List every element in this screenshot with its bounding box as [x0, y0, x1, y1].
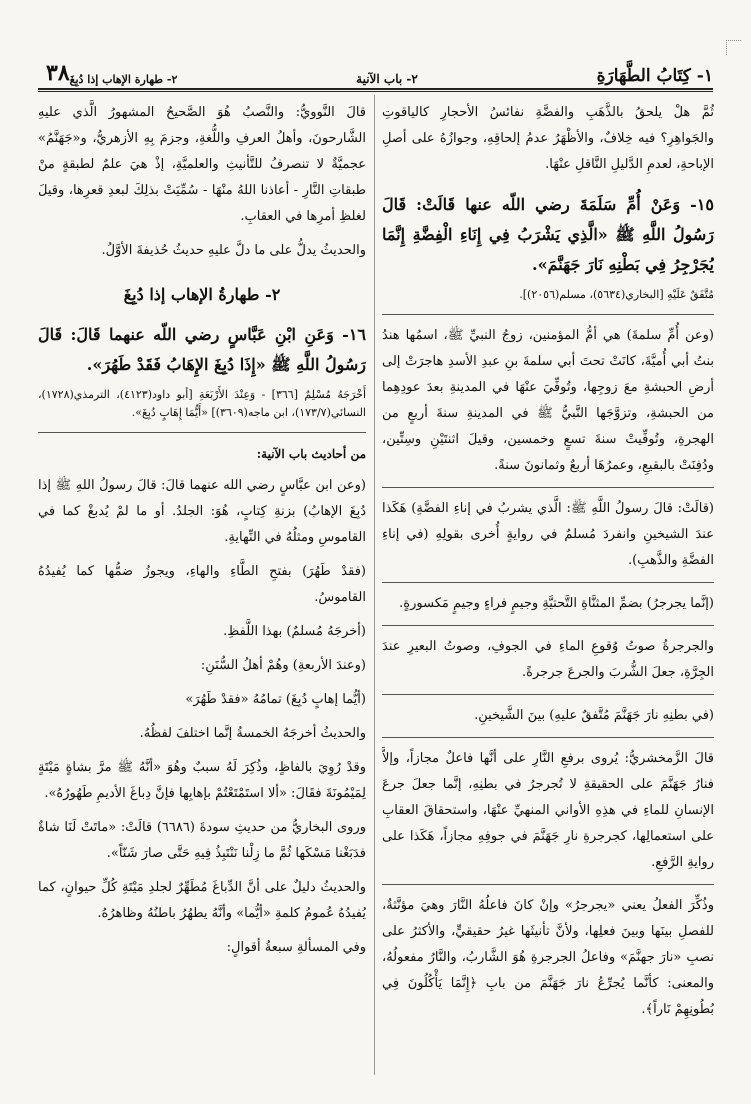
header-rule-thin — [38, 91, 713, 92]
paragraph: (وعندَ الأربعةِ) وهُمْ أهلُ السُّنَنِ: — [200, 658, 366, 673]
divider-line — [382, 314, 714, 315]
divider-line — [38, 432, 366, 433]
paragraph: (في بطنِهِ نارَ جَهَنَّمَ مُتَّفقٌ عليهِ) بينَ الشَّيخينِ. — [474, 708, 714, 723]
paragraph: وفي المسألةِ سبعةُ أقوالٍ: — [226, 940, 366, 955]
hadith-text: ١٦- وَعَنِ ابْنِ عَبَّاسٍ رضي اللّه عنهما قَالَ: قَالَ رَسُولُ اللَّهِ ﷺ «إِذَا دُبِغَ الإِهَابُ فَقَدْ طَهُرَ». — [38, 325, 366, 374]
divider-line — [382, 625, 714, 626]
header-rule — [38, 88, 713, 90]
hadith-text: ١٥- وَعَنْ أُمِّ سَلَمَةَ رضي اللّه عنها قَالَتْ: قَالَ رَسُولُ اللَّهِ ﷺ «الَّذِي يَشْرَبُ فِي إِنَاءِ الْفِضَّةِ إِنَّمَا يُجَرْجِرُ فِي بَطْنِهِ نَارَ جَهَنَّمَ». — [382, 195, 714, 274]
paragraph: وقدْ رُوِيَ بالفاظٍ، وذُكِرَ لَهُ سببٌ وهُوَ «أنَّهُ ﷺ مرَّ بشاةٍ مَيْتَةٍ لِمَيْمُونَةَ فقَالَ: «ألا استَمْتَعْتُمْ بإهابِها فإنَّ دِباغَ الأديمِ طَهُورُهُ». — [38, 760, 366, 801]
paragraph: وروى البخاريُّ من حديثِ سودةَ (٦٦٨٦) قالَتْ: «ماتَتْ لَنَا شاةٌ فدَبَغْنا مَسْكَها ثُمَّ ما زِلْنا نَنْتَبِذُ فِيهِ حَتَّى صارَ شَنّاً». — [38, 820, 366, 861]
divider-line — [382, 694, 714, 695]
paragraph: والجرجرةُ صوتُ وُقوعِ الماءِ في الجوفِ، وصوتُ البعيرِ عندَ الجِرَّةِ، جعلَ الشُّربَ والجرعَ جرجرةً. — [382, 639, 714, 680]
book-title: ١- كِتَابُ الطَّهَارَةِ — [596, 66, 713, 86]
corner-mark — [726, 40, 741, 55]
paragraph: والحديثُ أخرجَهُ الخمسةُ إنَّما اختلفَ لفظُهُ. — [139, 726, 366, 741]
paragraph: قالَ النَّوويُّ: والنَّصبُ هُوَ الصَّحيحُ المشهورُ الَّذي عليهِ الشَّارحونَ، وأهلُ العرفِ واللُّغةِ، وجزمَ بِهِ الأزهريُّ، و«جَهَنَّمُ» عجميَّةٌ لا تنصرفُ للتَّأنيثِ والعلميَّةِ، إذْ هيَ علمٌ لطبقةٍ منْ طبقاتِ النَّارِ - أعاذنا اللهُ منْهَا - سُمِّيَتْ بذلِكَ لبعدِ قعرِها، وقيلَ لغلظِ أمرِها في العقابِ. — [38, 105, 366, 224]
paragraph: والحديثُ دليلٌ على أنَّ الدِّباغَ مُطَهِّرٌ لجلدِ مَيْتَةِ كُلِّ حيوانٍ، كما يُفيدُهُ عُمومُ كلمةِ «أيُّما» وأنَّهُ يطهُرُ باطنُهُ وظاهرُهُ. — [38, 880, 366, 921]
divider-line — [382, 884, 714, 885]
paragraph: (قالَتْ: قالَ رسولُ اللَّهِ ﷺ: الَّذي يشربُ في إناءِ الفضَّةِ) هَكَذا عندَ الشيخينِ وانفردَ مُسلمٌ في روايةٍ أُخرى بقولِهِ (في إناءِ الفضَّةِ والذَّهبِ). — [382, 501, 714, 568]
paragraph: قالَ الزَّمخشريُّ: يُروى برفعِ النَّارِ على أنَّها فاعلٌ مجازاً، وإلاَّ فنارُ جَهَنَّمَ على الحقيقةِ لا تُجرجرُ في بطنِهِ، إنَّما جعلَ جرعَ الإنسانِ للماءِ في هذِهِ الأواني المنهيِّ عنْهَا، واستحقاقَ العقابِ على استعمالِها، كجرجرةِ نارِ جَهَنَّمَ في جوفِهِ مجازاً، هَكَذا على روايةِ الرَّفعِ. — [382, 751, 714, 870]
page-number: ٣٨ — [46, 60, 70, 86]
divider-line — [382, 582, 714, 583]
paragraph: (وعن أُمِّ سلمةَ) هي أمُّ المؤمنين، زوجُ النبيِّ ﷺ، اسمُها هندُ بنتُ أبي أُميَّةَ، كانَتْ تحتَ أبي سلمةَ بنِ عبدِ الأسدِ هاجرَتْ إلى أرضِ الحبشةِ معَ زوجِها، وتُوفِّيَ عنْهَا في المدينةِ بعدَ عودِهِما من الحبشةِ، وتزوَّجَها النَّبيُّ ﷺ في المدينةِ سنةَ أربعٍ من الهجرةِ، وتُوفِّيتْ سنةَ تسعٍ وخمسين، وقيلَ اثنتَيْنِ وسِتِّين، ودُفِنَتْ بالبقيعِ، وعمرُهَا أربعٌ وثمانونَ سنةً. — [382, 328, 714, 473]
subheading: من أحاديث باب الآنية: — [256, 447, 366, 461]
divider-line — [382, 487, 714, 488]
left-column — [38, 100, 366, 969]
right-column — [382, 100, 714, 1031]
hadith-source: أَخْرَجَهُ مُسْلِمٌ [٣٦٦] - وَعِنْدَ الأَرْبَعَةِ [أبو داود(٤١٢٣)، الترمذي(١٧٢٨)، النسائي(١٧٣/٧)، ابن ماجه(٣٦٠٩)] «أَيُّمَا إِهَابٍ دُبِغَ». — [38, 388, 366, 419]
paragraph: (وعن ابن عبَّاسٍ رضي الله عنهما قالَ: قالَ رسولُ اللهِ ﷺ إذا دُبِغَ الإهابُ) بزنةِ كِتابٍ، هُوَ: الجلدُ. أو ما لمْ يُدبغْ كما في القاموسِ ومثلُهُ في النِّهايةِ. — [38, 478, 366, 545]
paragraph: (أيُّما إهابٍ دُبِغَ) تمامُهُ «فقدْ طَهُرَ» — [185, 692, 366, 707]
hadith-source: مُتَّفَقٌ عَلَيْهِ [البخاري(٥٦٣٤)، مسلم(٢٠٥٦)]. — [519, 288, 714, 301]
page-header — [38, 56, 713, 86]
paragraph: (إنَّما يجرجرُ) بضمِّ المثنَّاةِ التَّحتيَّةِ وجيمٍ فراءٍ وجيمٍ مَكسورةٍ. — [399, 596, 714, 611]
section-title: ٢- طهارة الإهاب إذا دُبِغَ — [69, 73, 178, 86]
paragraph: (أخرجَهُ مُسلمٌ) بهذا اللَّفظِ. — [223, 624, 366, 639]
paragraph: (فقدْ طَهُرَ) بفتحِ الطَّاءِ والهاءِ، ويجوزُ ضمُّها كما يُفيدُهُ القاموسُ. — [38, 564, 366, 605]
paragraph: والحديثُ يدلُّ على ما دلَّ عليهِ حديثُ حُذيفةَ الأوَّلُ. — [101, 243, 366, 258]
section-heading: ٢- طهارةُ الإهاب إذا دُبِغَ — [123, 285, 281, 304]
column-divider — [374, 95, 375, 1075]
chapter-title: ٢- باب الآنية — [356, 72, 418, 86]
divider-line — [382, 737, 714, 738]
paragraph: وذُكِّرَ الفعلُ يعني «يجرجرُ» وإنْ كانَ فاعلُهُ النَّارَ وهيَ مؤنَّثةٌ، للفصلِ بينَها وبينَ فعلِها، ولأنَّ تأنيثَها غيرُ حقيقيٍّ، والأكثرُ على نصبِ «نارَ جهنَّمَ» وفاعلُ الجرجرةِ هُوَ الشَّاربُ، والنَّارُ مفعولُهُ، والمعنى: كأنَّما يُجرِّعُ نارَ جَهَنَّمَ من بابِ ﴿إِنَّمَا يَأْكُلُونَ فِي بُطُونِهِمْ نَاراً﴾. — [382, 898, 714, 1017]
paragraph: ثُمَّ هلْ يلحقُ بالذَّهَبِ والفضَّةِ نفائسُ الأحجارِ كالياقوتِ والجَواهِرِ؟ فيه خِلافٌ، والأظْهَرُ عدمُ إلحاقِهِ، وجوازُهُ على أصلِ الإباحةِ، لعدمِ الدَّليلِ النَّاقلِ عنْهَا. — [382, 105, 714, 172]
